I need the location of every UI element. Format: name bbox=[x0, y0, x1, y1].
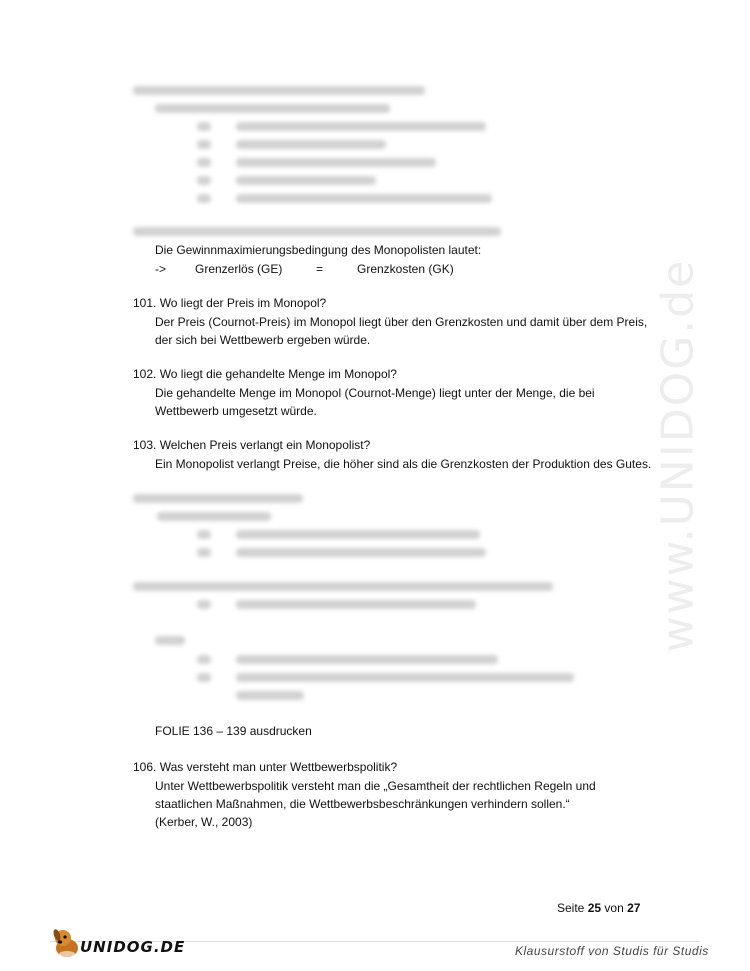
dog-icon bbox=[50, 926, 84, 960]
question-102: 102. Wo liegt die gehandelte Menge im Monopol? bbox=[133, 367, 397, 381]
folie-note: FOLIE 136 – 139 ausdrucken bbox=[155, 724, 312, 738]
answer-100-right-term: Grenzkosten (GK) bbox=[357, 262, 454, 276]
question-101: 101. Wo liegt der Preis im Monopol? bbox=[133, 296, 327, 310]
answer-101-line-1: Der Preis (Cournot-Preis) im Monopol liegt über den Grenzkosten und damit über dem Preis, bbox=[155, 315, 648, 329]
answer-106-line-1: Unter Wettbewerbspolitik versteht man die „Gesamtheit der rechtlichen Regeln und bbox=[155, 779, 596, 793]
answer-106-line-2: staatlichen Maßnahmen, die Wettbewerbsbeschränkungen verhindern sollen.“ bbox=[155, 797, 570, 811]
page-number bbox=[557, 900, 640, 916]
page-mid: von bbox=[604, 901, 624, 915]
footer-slogan: Klausurstoff von Studis für Studis bbox=[515, 944, 709, 958]
question-103: 103. Welchen Preis verlangt ein Monopolist? bbox=[133, 438, 371, 452]
answer-102-line-1: Die gehandelte Menge im Monopol (Cournot-Menge) liegt unter der Menge, die bei bbox=[155, 386, 595, 400]
page-current: 25 bbox=[587, 901, 602, 915]
watermark-text: www.UNIDOG.de bbox=[652, 258, 704, 653]
answer-100-arrow: -> bbox=[155, 262, 167, 276]
answer-100-equals: = bbox=[316, 262, 324, 276]
page-prefix: Seite bbox=[557, 901, 585, 915]
answer-102-line-2: Wettbewerb umgesetzt würde. bbox=[155, 404, 317, 418]
answer-100-line-1: Die Gewinnmaximierungsbedingung des Monopolisten lautet: bbox=[155, 243, 482, 257]
question-106: 106. Was versteht man unter Wettbewerbspolitik? bbox=[133, 760, 398, 774]
answer-100-left-term: Grenzerlös (GE) bbox=[195, 262, 283, 276]
watermark bbox=[648, 250, 708, 670]
answer-103-line-1: Ein Monopolist verlangt Preise, die höher sind als die Grenzkosten der Produktion des Gutes. bbox=[155, 457, 652, 471]
logo-text: UNIDOG.DE bbox=[80, 938, 186, 956]
answer-106-line-3: (Kerber, W., 2003) bbox=[155, 815, 253, 829]
answer-101-line-2: der sich bei Wettbewerb ergeben würde. bbox=[155, 333, 371, 347]
unidog-logo bbox=[50, 926, 186, 962]
page-total: 27 bbox=[627, 901, 641, 915]
blurred-question-100-title bbox=[133, 227, 501, 236]
